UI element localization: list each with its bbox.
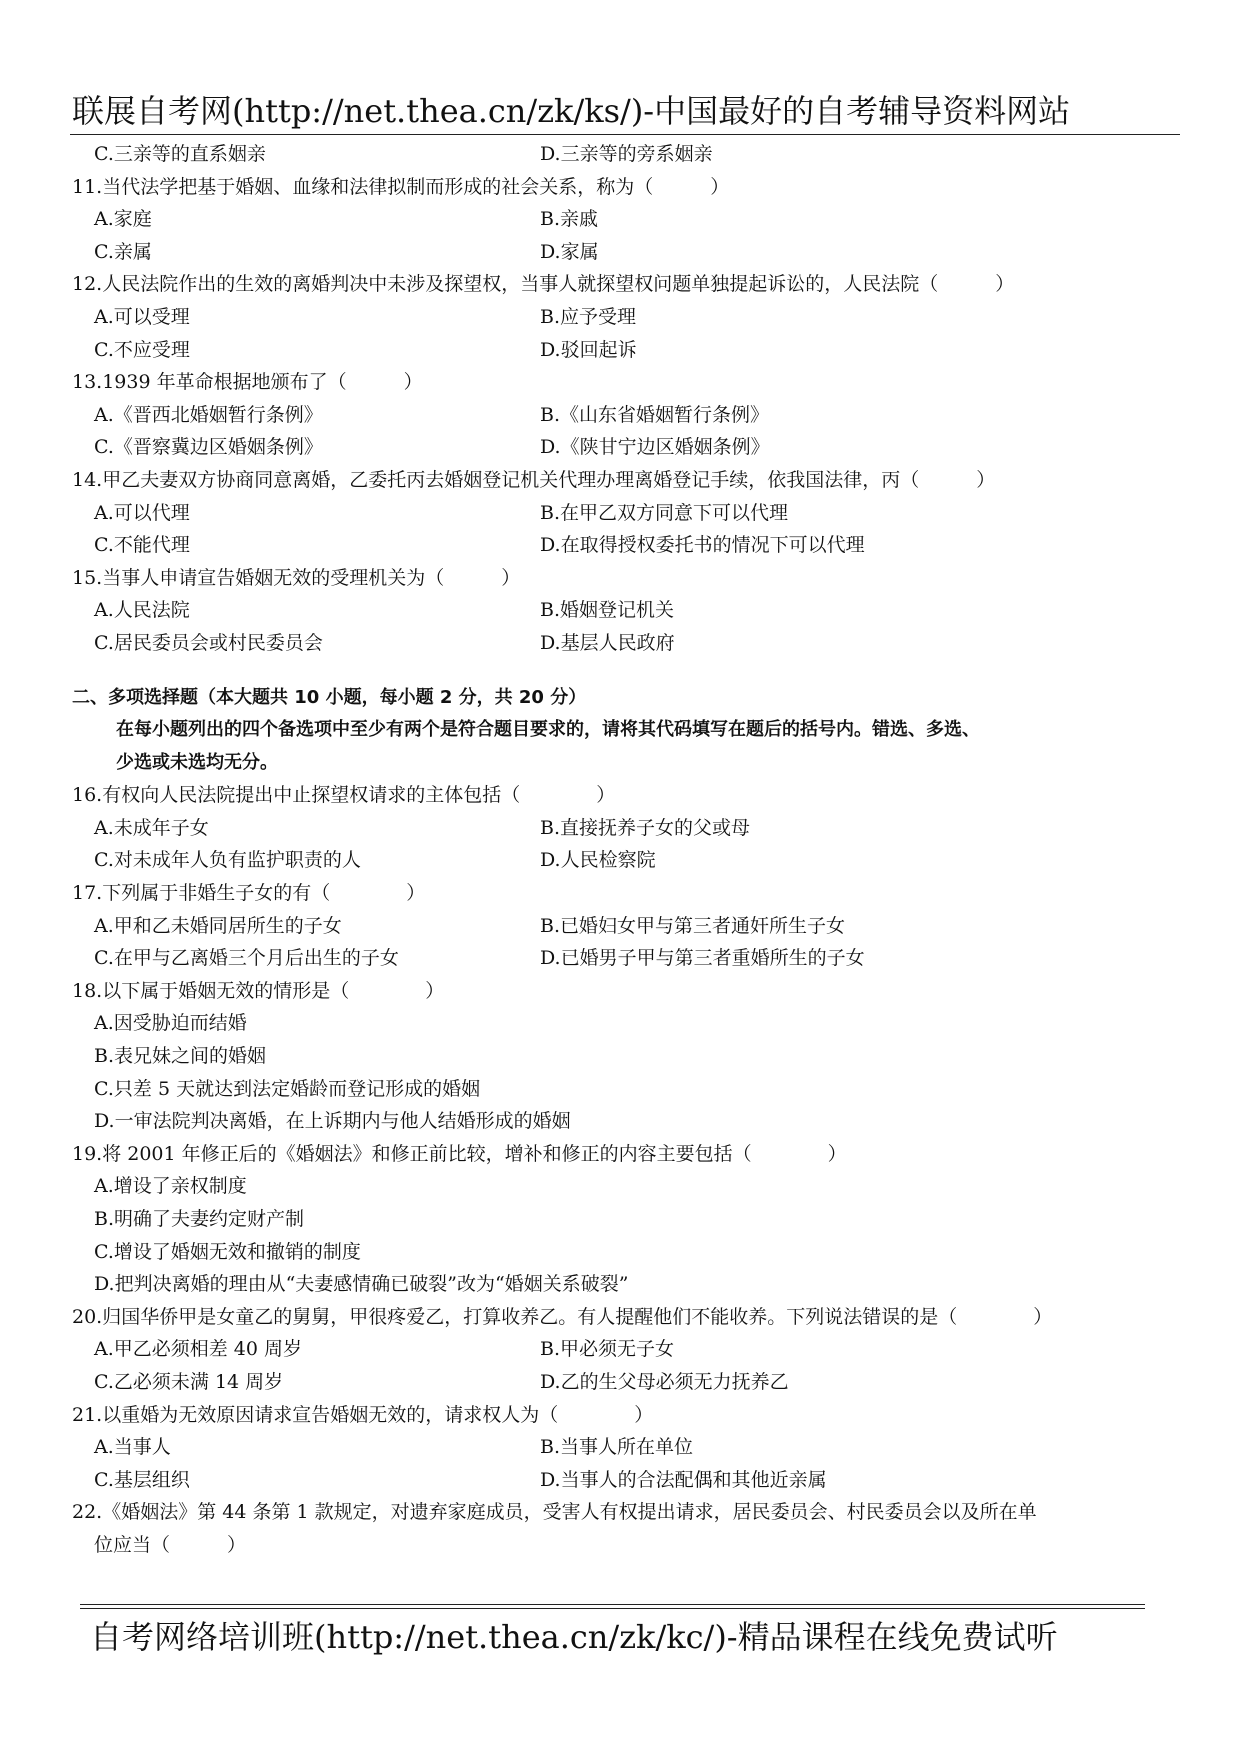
option-row — [72, 431, 1182, 464]
question-13-stem: 13.1939 年革命根据地颁布了（ ） — [72, 371, 423, 394]
option-row — [72, 812, 1182, 845]
option-c: C.《晋察冀边区婚姻条例》 — [94, 436, 323, 459]
option-c: C.居民委员会或村民委员会 — [94, 631, 323, 654]
option-d: D.基层人民政府 — [540, 631, 675, 654]
option-b: B.在甲乙双方同意下可以代理 — [540, 501, 789, 524]
section-title: 二、多项选择题（本大题共 10 小题，每小题 2 分，共 20 分） — [72, 686, 587, 708]
question-11-stem: 11.当代法学把基于婚姻、血缘和法律拟制而形成的社会关系，称为（ ） — [72, 175, 730, 198]
option-row — [72, 910, 1182, 943]
question-15-stem: 15.当事人申请宣告婚姻无效的受理机关为（ ） — [72, 566, 521, 589]
option-d: D.家属 — [540, 240, 599, 263]
option-b: B.直接抚养子女的父或母 — [540, 816, 751, 839]
option-b: B.表兄妹之间的婚姻 — [94, 1045, 267, 1068]
option-row — [72, 399, 1182, 432]
option-b: B.当事人所在单位 — [540, 1436, 694, 1459]
option-d: D.已婚男子甲与第三者重婚所生的子女 — [540, 947, 865, 970]
option-row — [72, 1366, 1182, 1399]
option-d: D.在取得授权委托书的情况下可以代理 — [540, 534, 865, 557]
question-19-stem: 19.将 2001 年修正后的《婚姻法》和修正前比较，增补和修正的内容主要包括（ ） — [72, 1142, 847, 1165]
exam-content — [72, 138, 1182, 1562]
header-rule — [70, 134, 1180, 135]
option-d: D.一审法院判决离婚，在上诉期内与他人结婚形成的婚姻 — [94, 1110, 571, 1133]
option-a: A.因受胁迫而结婚 — [94, 1012, 247, 1035]
option-row — [72, 594, 1182, 627]
option-d: D.当事人的合法配偶和其他近亲属 — [540, 1468, 827, 1491]
option-d: D.《陕甘宁边区婚姻条例》 — [540, 436, 770, 459]
option-row — [72, 334, 1182, 367]
option-c: C.对未成年人负有监护职责的人 — [94, 849, 361, 872]
question-16-stem: 16.有权向人民法院提出中止探望权请求的主体包括（ ） — [72, 784, 616, 807]
option-a: A.甲乙必须相差 40 周岁 — [94, 1338, 303, 1361]
question-14-stem: 14.甲乙夫妻双方协商同意离婚，乙委托丙去婚姻登记机关代理办理离婚登记手续，依我国法律，丙（ ） — [72, 468, 996, 491]
page-header: 联展自考网(http://net.thea.cn/zk/ks/)-中国最好的自考辅导资料网站 — [72, 92, 1071, 130]
option-row — [72, 1464, 1182, 1497]
page-footer: 自考网络培训班(http://net.thea.cn/zk/kc/)-精品课程在线免费试听 — [90, 1618, 1058, 1656]
option-row — [72, 627, 1182, 660]
option-b: B.婚姻登记机关 — [540, 599, 675, 622]
option-row — [72, 942, 1182, 975]
option-row — [72, 138, 1182, 171]
question-12-stem: 12.人民法院作出的生效的离婚判决中未涉及探望权，当事人就探望权问题单独提起诉讼的，人民法院（ ） — [72, 273, 1015, 296]
option-c: C.不能代理 — [94, 534, 190, 557]
option-d: D.把判决离婚的理由从“夫妻感情确已破裂”改为“婚姻关系破裂” — [94, 1273, 629, 1296]
option-a: A.家庭 — [94, 208, 152, 231]
option-b: B.明确了夫妻约定财产制 — [94, 1208, 305, 1230]
option-row — [72, 236, 1182, 269]
option-d: D.乙的生父母必须无力抚养乙 — [540, 1370, 789, 1393]
option-c: C.亲属 — [94, 240, 152, 263]
footer-double-rule — [80, 1604, 1145, 1609]
option-row — [72, 1431, 1182, 1464]
option-c: C.只差 5 天就达到法定婚龄而登记形成的婚姻 — [94, 1077, 481, 1100]
question-21-stem: 21.以重婚为无效原因请求宣告婚姻无效的，请求权人为（ ） — [72, 1403, 654, 1426]
option-row — [72, 301, 1182, 334]
option-row — [72, 203, 1182, 236]
question-17-stem: 17.下列属于非婚生子女的有（ ） — [72, 882, 426, 905]
option-row — [72, 497, 1182, 530]
option-a: A.人民法院 — [94, 599, 190, 622]
section-instructions: 在每小题列出的四个备选项中至少有两个是符合题目要求的，请将其代码填写在题后的括号内。错选、多选、 — [116, 719, 980, 741]
option-a: A.甲和乙未婚同居所生的子女 — [94, 914, 342, 937]
option-b: B.《山东省婚姻暂行条例》 — [540, 403, 770, 426]
option-a: A.当事人 — [94, 1436, 171, 1459]
option-d: D.三亲等的旁系姻亲 — [540, 143, 713, 165]
section-gap — [72, 660, 1182, 682]
option-c: C.不应受理 — [94, 338, 190, 361]
option-d: D.人民检察院 — [540, 849, 656, 872]
question-22-stem-cont: 位应当（ ） — [94, 1533, 247, 1556]
option-c: C.增设了婚姻无效和撤销的制度 — [94, 1240, 361, 1263]
option-a: A.可以受理 — [94, 305, 190, 328]
option-d: D.驳回起诉 — [540, 338, 637, 361]
option-row — [72, 1333, 1182, 1366]
option-a: A.可以代理 — [94, 501, 190, 524]
option-b: B.已婚妇女甲与第三者通奸所生子女 — [540, 914, 846, 937]
question-22-stem: 22.《婚姻法》第 44 条第 1 款规定，对遗弃家庭成员，受害人有权提出请求，居民委员会、村民委员会以及所在单 — [72, 1501, 1037, 1524]
option-c: C.在甲与乙离婚三个月后出生的子女 — [94, 947, 399, 970]
section-instructions-cont: 少选或未选均无分。 — [116, 751, 278, 773]
option-b: B.应予受理 — [540, 305, 637, 328]
option-row — [72, 529, 1182, 562]
option-row — [72, 844, 1182, 877]
question-20-stem: 20.归国华侨甲是女童乙的舅舅，甲很疼爱乙，打算收养乙。有人提醒他们不能收养。下列说法错误的是（ ） — [72, 1305, 1053, 1328]
option-a: A.增设了亲权制度 — [94, 1175, 247, 1198]
option-a: A.《晋西北婚姻暂行条例》 — [94, 403, 323, 426]
option-b: B.甲必须无子女 — [540, 1338, 675, 1361]
option-a: A.未成年子女 — [94, 816, 209, 839]
option-c: C.乙必须未满 14 周岁 — [94, 1370, 284, 1393]
option-c: C.基层组织 — [94, 1468, 190, 1491]
option-b: B.亲戚 — [540, 208, 599, 231]
question-18-stem: 18.以下属于婚姻无效的情形是（ ） — [72, 979, 445, 1002]
option-c: C.三亲等的直系姻亲 — [94, 143, 266, 165]
